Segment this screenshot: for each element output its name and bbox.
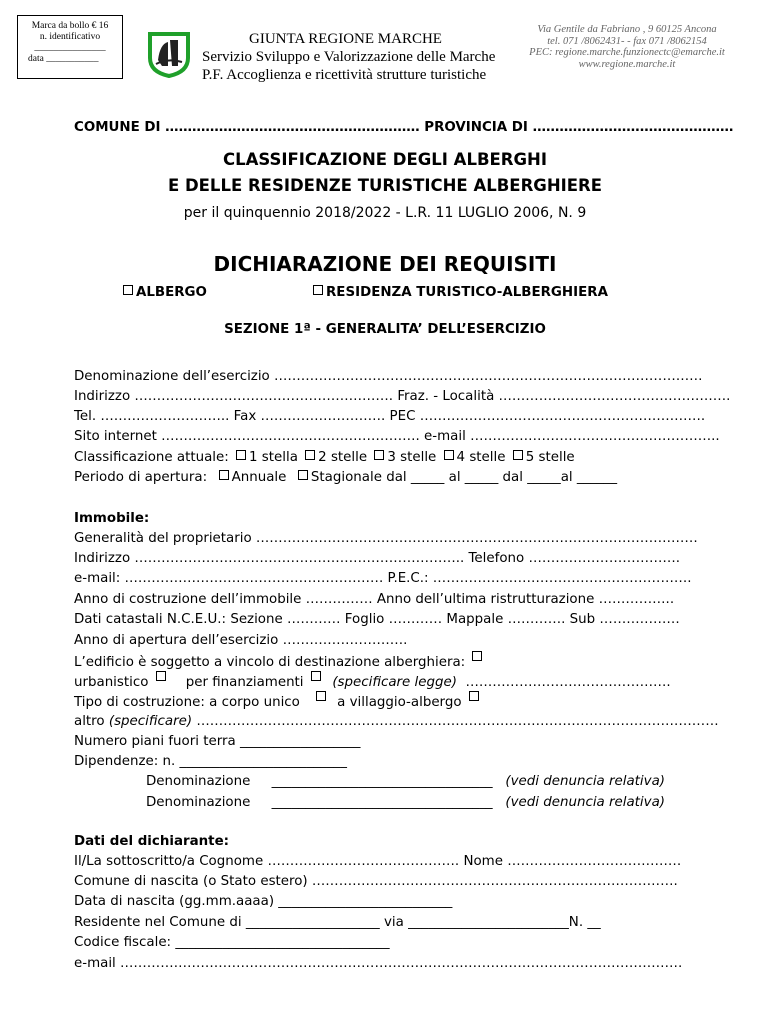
dichiarante-heading: Dati del dichiarante: <box>74 834 230 849</box>
denominazione-field[interactable]: Denominazione dell’esercizio …………………………………………………………………………………… <box>74 369 703 384</box>
title-line-1: CLASSIFICAZIONE DEGLI ALBERGHI <box>222 150 548 169</box>
residenza-checkbox[interactable] <box>313 285 323 295</box>
stelle-3-label: 3 stelle <box>387 450 437 465</box>
stelle-2-checkbox[interactable] <box>305 450 315 460</box>
dipendenze-field[interactable]: Dipendenze: n. _________________________ <box>74 754 347 769</box>
stamp-line-3: _______________ <box>34 43 106 53</box>
stelle-4-checkbox[interactable] <box>444 450 454 460</box>
residenza-label: RESIDENZA TURISTICO-ALBERGHIERA <box>326 285 608 300</box>
comune-nascita-field[interactable]: Comune di nascita (o Stato estero) ………………………………………………………………………. <box>74 874 678 889</box>
tipo-costruzione-row <box>74 691 482 714</box>
corpo-unico-checkbox[interactable] <box>316 691 326 701</box>
type-albergo-option[interactable] <box>120 283 207 304</box>
classificazione-label: Classificazione attuale: <box>74 450 229 465</box>
vincolo-checkbox[interactable] <box>472 651 482 661</box>
dati-catastali-field[interactable]: Dati catastali N.C.E.U.: Sezione ………… Foglio ………… Mappale …………. Sub ……………… <box>74 612 680 627</box>
stagionale-field[interactable]: Stagionale dal _____ al _____ dal _____al ______ <box>310 470 618 485</box>
stamp-line-2: n. identificativo <box>39 32 101 42</box>
stelle-3-checkbox[interactable] <box>374 450 384 460</box>
dichiarante-email-field[interactable]: e-mail ……………………………………………………………………………………………………………… <box>74 956 683 971</box>
classificazione-row <box>74 448 575 469</box>
dipendenza-1-note: (vedi denuncia relativa) <box>505 774 665 789</box>
urbanistico-label: urbanistico <box>74 675 149 690</box>
dipendenza-1-label: Denominazione <box>146 774 251 789</box>
stamp-box <box>17 15 123 79</box>
annuale-checkbox[interactable] <box>219 470 229 480</box>
stamp-line-1: Marca da bollo € 16 <box>31 21 109 31</box>
altro-row <box>74 712 719 733</box>
piani-field[interactable]: Numero piani fuori terra __________________ <box>74 734 361 749</box>
specificare-legge-label: (specificare legge) <box>332 675 457 690</box>
altro-specificare-label: (specificare) <box>108 714 193 729</box>
cognome-nome-field[interactable]: Il/La sottoscritto/a Cognome ……………………………………. Nome ………………………………… <box>74 854 682 869</box>
service-name: Servizio Sviluppo e Valorizzazione delle Marche <box>202 49 496 65</box>
altro-field[interactable]: ……………………………………………………………………………………………………… <box>196 714 719 729</box>
dipendenza-row-2 <box>146 793 665 814</box>
stelle-5-label: 5 stelle <box>525 450 575 465</box>
urbanistico-checkbox[interactable] <box>156 671 166 681</box>
org-name: GIUNTA REGIONE MARCHE <box>249 31 442 47</box>
contact-block <box>522 24 732 70</box>
annuale-label: Annuale <box>231 470 287 485</box>
legge-field[interactable]: ………………………………………. <box>465 675 671 690</box>
section-heading: SEZIONE 1ª - GENERALITA’ DELL’ESERCIZIO <box>224 322 546 337</box>
contact-phone: tel. 071 /8062431- - fax 071 /8062154 <box>547 35 707 47</box>
stelle-4-label: 4 stelle <box>456 450 506 465</box>
comune-provincia-line[interactable]: COMUNE DI ………………………………………………… PROVINCIA DI ……………………………………… <box>74 120 734 135</box>
dipendenza-row-1 <box>146 772 665 793</box>
contact-pec: PEC: regione.marche.funzionectc@emarche.it <box>529 47 725 58</box>
sito-email-field[interactable]: Sito internet …………………………………………………. e-mail ……………………………………………….. <box>74 429 720 444</box>
vincolo-label: L’edificio è soggetto a vincolo di destinazione alberghiera: <box>74 655 466 670</box>
anno-apertura-field[interactable]: Anno di apertura dell’esercizio ………………………. <box>74 633 408 648</box>
dipendenza-1-field[interactable]: _________________________________ <box>271 774 493 789</box>
dipendenza-2-note: (vedi denuncia relativa) <box>505 795 665 810</box>
immobile-email-field[interactable]: e-mail: …………………………………………………. P.E.C.: …………………………………………………. <box>74 571 692 586</box>
title-line-2: E DELLE RESIDENZE TURISTICHE ALBERGHIERE <box>167 176 603 195</box>
codice-fiscale-field[interactable]: Codice fiscale: ________________________________ <box>74 935 390 950</box>
indirizzo-field[interactable]: Indirizzo …………………………………………………. Fraz. - Località ……………………………………………. <box>74 389 731 404</box>
periodo-row <box>74 468 617 489</box>
immobile-indirizzo-field[interactable]: Indirizzo ……………………………………………………………….. Telefono ……………………………. <box>74 551 681 566</box>
periodo-label: Periodo di apertura: <box>74 470 208 485</box>
dipendenza-2-label: Denominazione <box>146 795 251 810</box>
altro-label: altro <box>74 714 105 729</box>
document-title: DICHIARAZIONE DEI REQUISITI <box>213 252 557 276</box>
stagionale-checkbox[interactable] <box>298 470 308 480</box>
proprietario-field[interactable]: Generalità del proprietario ……………………………………………………………………………………… <box>74 531 698 546</box>
immobile-heading: Immobile: <box>74 511 150 526</box>
anno-costruzione-field[interactable]: Anno di costruzione dell’immobile …………… Anno dell’ultima ristrutturazione …………….. <box>74 592 675 607</box>
contact-web: www.regione.marche.it <box>578 58 676 70</box>
regione-marche-logo-icon <box>146 30 192 78</box>
finanziamenti-label: per finanziamenti <box>185 675 304 690</box>
stelle-5-checkbox[interactable] <box>513 450 523 460</box>
villaggio-label: a villaggio-albergo <box>337 695 462 710</box>
stelle-2-label: 2 stelle <box>318 450 368 465</box>
villaggio-checkbox[interactable] <box>469 691 479 701</box>
residenza-field[interactable]: Residente nel Comune di ____________________ via ________________________N. __ <box>74 915 601 930</box>
finanziamenti-checkbox[interactable] <box>311 671 321 681</box>
tel-fax-pec-field[interactable]: Tel. ……………………….. Fax ………………………. PEC ………………………………………………………. <box>74 409 706 424</box>
stamp-line-4: data ___________ <box>28 54 99 64</box>
albergo-checkbox[interactable] <box>123 285 133 295</box>
type-residenza-option[interactable] <box>310 283 608 304</box>
tipo-costruzione-label: Tipo di costruzione: a corpo unico <box>74 695 300 710</box>
unit-name: P.F. Accoglienza e ricettività strutture turistiche <box>202 67 487 83</box>
data-nascita-field[interactable]: Data di nascita (gg.mm.aaaa) __________________________ <box>74 894 453 909</box>
albergo-label: ALBERGO <box>136 285 207 300</box>
stelle-1-label: 1 stella <box>249 450 298 465</box>
stelle-1-checkbox[interactable] <box>236 450 246 460</box>
contact-address: Via Gentile da Fabriano , 9 60125 Ancona <box>537 24 717 35</box>
dipendenza-2-field[interactable]: _________________________________ <box>271 795 493 810</box>
title-line-3: per il quinquennio 2018/2022 - L.R. 11 LUGLIO 2006, N. 9 <box>183 205 587 221</box>
